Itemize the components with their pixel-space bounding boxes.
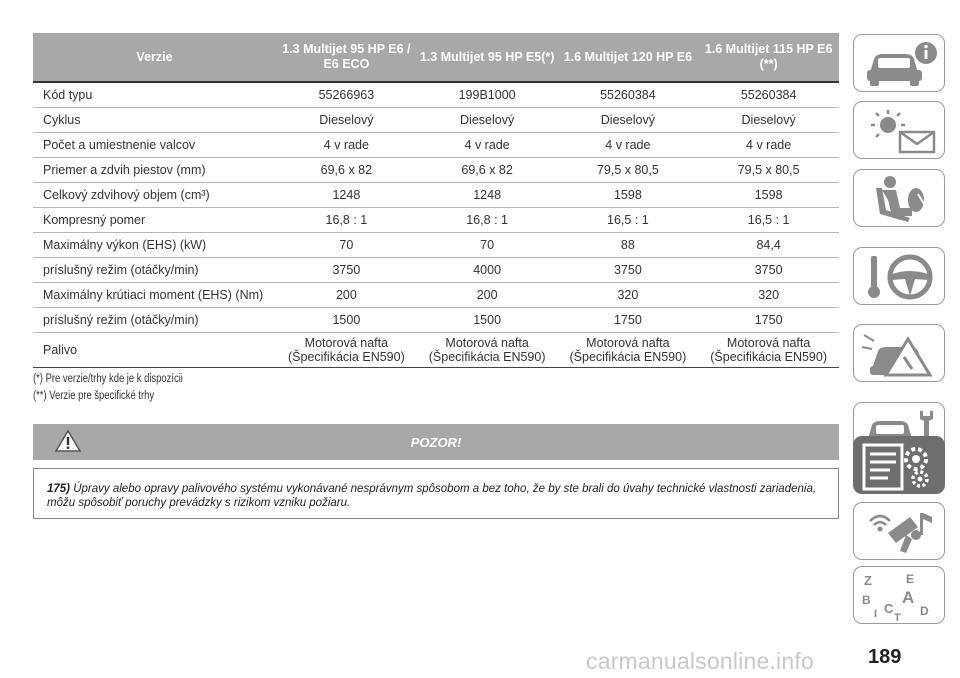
table-cell: Motorová nafta (Špecifikácia EN590) <box>417 333 558 368</box>
row-label: Celkový zdvihový objem (cm³) <box>33 183 276 208</box>
row-label: Priemer a zdvih piestov (mm) <box>33 158 276 183</box>
table-row <box>33 283 839 308</box>
footnote: (*) Pre verzie/trhy kde je k dispozícii <box>33 373 183 385</box>
footnotes <box>33 371 183 405</box>
header-cell: 1.3 Multijet 95 HP E5(*) <box>417 33 558 82</box>
table-cell: 70 <box>276 233 417 258</box>
table-cell: Dieselový <box>417 108 558 133</box>
warning-number: 175) <box>47 483 71 495</box>
table-cell: 88 <box>558 233 699 258</box>
row-label: Počet a umiestnenie valcov <box>33 133 276 158</box>
index-letter: B <box>862 593 871 607</box>
tab-seat-airbag[interactable] <box>853 169 945 227</box>
tab-multimedia[interactable] <box>853 502 945 560</box>
row-label: príslušný režim (otáčky/min) <box>33 258 276 283</box>
header-cell: Verzie <box>33 33 276 82</box>
table-cell: 79,5 x 80,5 <box>698 158 839 183</box>
footnote: (**) Verzie pre špecifické trhy <box>33 390 155 402</box>
tab-alphabetical-index[interactable] <box>853 566 945 624</box>
warning-box <box>33 468 839 519</box>
table-row <box>33 308 839 333</box>
table-cell: 1248 <box>276 183 417 208</box>
table-cell: 4000 <box>417 258 558 283</box>
table-row <box>33 133 839 158</box>
seat-airbag-icon <box>860 174 940 224</box>
row-label: Maximálny krútiaci moment (EHS) (Nm) <box>33 283 276 308</box>
warning-lights-icon <box>860 106 940 156</box>
table-cell: 3750 <box>698 258 839 283</box>
index-letter: Z <box>864 573 872 588</box>
table-row <box>33 108 839 133</box>
table-cell: Motorová nafta (Špecifikácia EN590) <box>276 333 417 368</box>
table-cell: 55260384 <box>558 82 699 108</box>
row-label: Kód typu <box>33 82 276 108</box>
table-cell: 70 <box>417 233 558 258</box>
table-cell: 84,4 <box>698 233 839 258</box>
table-cell: Dieselový <box>698 108 839 133</box>
table-cell: 3750 <box>276 258 417 283</box>
table-cell: Dieselový <box>558 108 699 133</box>
table-row <box>33 183 839 208</box>
table-row <box>33 233 839 258</box>
table-cell: 4 v rade <box>558 133 699 158</box>
table-cell: 16,8 : 1 <box>276 208 417 233</box>
header-cell: 1.6 Multijet 120 HP E6 <box>558 33 699 82</box>
emergency-car-icon <box>860 329 940 379</box>
table-cell: 55260384 <box>698 82 839 108</box>
multimedia-icon <box>860 507 940 557</box>
table-cell: Motorová nafta (Špecifikácia EN590) <box>698 333 839 368</box>
table-header-row <box>33 33 839 82</box>
index-letter: C <box>884 601 894 616</box>
index-letter: E <box>906 572 915 586</box>
table-cell: Motorová nafta (Špecifikácia EN590) <box>558 333 699 368</box>
table-cell: 4 v rade <box>417 133 558 158</box>
table-row <box>33 258 839 283</box>
tab-warning-lights[interactable] <box>853 101 945 159</box>
table-cell: 1750 <box>698 308 839 333</box>
index-letter: D <box>920 604 929 618</box>
table-cell: 4 v rade <box>698 133 839 158</box>
key-steering-wheel-icon <box>860 252 940 302</box>
specification-table <box>33 33 839 368</box>
technical-data-icon <box>860 441 940 491</box>
table-cell: 55266963 <box>276 82 417 108</box>
index-letter: T <box>894 612 901 621</box>
table-cell: 199B1000 <box>417 82 558 108</box>
table-cell: 320 <box>558 283 699 308</box>
table-cell: 1248 <box>417 183 558 208</box>
table-cell: 79,5 x 80,5 <box>558 158 699 183</box>
table-cell: 1598 <box>558 183 699 208</box>
table-row <box>33 208 839 233</box>
row-label: Palivo <box>33 333 276 368</box>
tab-car-info[interactable] <box>853 34 945 92</box>
table-cell: 1500 <box>276 308 417 333</box>
table-cell: 200 <box>276 283 417 308</box>
table-cell: 1598 <box>698 183 839 208</box>
page-number: 189 <box>868 646 902 668</box>
table-cell: Dieselový <box>276 108 417 133</box>
index-letter: A <box>902 588 915 607</box>
tab-technical-data[interactable] <box>853 436 945 494</box>
table-cell: 1500 <box>417 308 558 333</box>
alphabetical-index-icon <box>860 571 940 621</box>
table-cell: 16,5 : 1 <box>698 208 839 233</box>
row-label: príslušný režim (otáčky/min) <box>33 308 276 333</box>
row-label: Kompresný pomer <box>33 208 276 233</box>
table-cell: 16,8 : 1 <box>417 208 558 233</box>
table-cell: 69,6 x 82 <box>276 158 417 183</box>
table-row <box>33 333 839 368</box>
table-cell: 3750 <box>558 258 699 283</box>
warning-title: POZOR! <box>410 435 462 450</box>
row-label: Cyklus <box>33 108 276 133</box>
table-cell: 4 v rade <box>276 133 417 158</box>
tab-key-steering[interactable] <box>853 247 945 305</box>
warning-text-block <box>47 482 828 510</box>
header-cell: 1.6 Multijet 115 HP E6 (**) <box>698 33 839 82</box>
table-row <box>33 82 839 108</box>
row-label: Maximálny výkon (EHS) (kW) <box>33 233 276 258</box>
table-cell: 1750 <box>558 308 699 333</box>
table-cell: 16,5 : 1 <box>558 208 699 233</box>
table-row <box>33 158 839 183</box>
warning-header <box>33 424 839 460</box>
car-info-icon <box>860 39 940 89</box>
index-letter: I <box>874 608 878 620</box>
header-cell: 1.3 Multijet 95 HP E6 / E6 ECO <box>276 33 417 82</box>
warning-text: Úpravy alebo opravy palivového systému vykonávané nesprávnym spôsobom a bez toho, že by ste brali do úvahy technické vlastnosti zariadenia, môžu spôsobiť poruchy prevádzky s rizikom vzniku požiaru. <box>47 483 817 509</box>
watermark: carmanualsonline.info <box>586 648 814 674</box>
table-cell: 320 <box>698 283 839 308</box>
table-cell: 200 <box>417 283 558 308</box>
table-cell: 69,6 x 82 <box>417 158 558 183</box>
tab-emergency[interactable] <box>853 324 945 382</box>
